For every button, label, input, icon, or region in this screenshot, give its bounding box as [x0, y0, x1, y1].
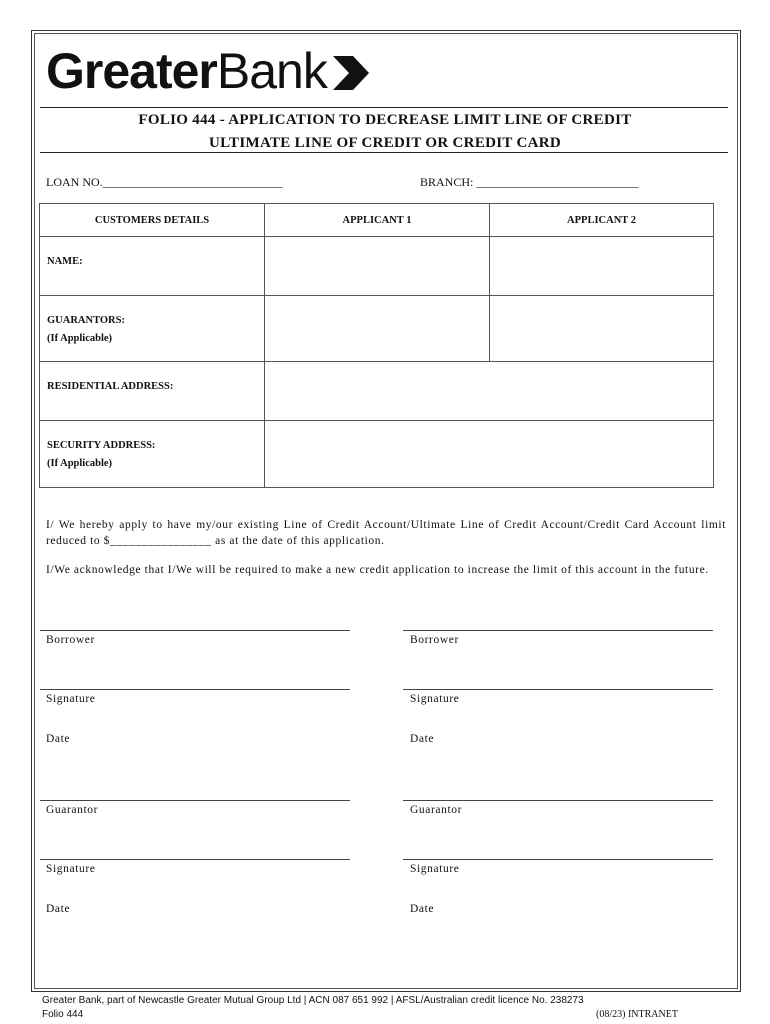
customer-details-table: [39, 203, 714, 488]
security-address-label: SECURITY ADDRESS:: [47, 440, 156, 451]
footer-company-line: Greater Bank, part of Newcastle Greater Mutual Group Ltd | ACN 087 651 992 | AFSL/Australian credit licence No. 238273: [42, 995, 584, 1006]
borrower-2-signature-label: Signature: [410, 693, 460, 705]
applicant2-guarantors-field[interactable]: [490, 296, 714, 362]
security-address-sub-label: (If Applicable): [47, 458, 113, 469]
application-statement: I/ We hereby apply to have my/our existing Line of Credit Account/Ultimate Line of Credit Account/Credit Card Account limit reduced to $________________ as at the date of this application.: [46, 519, 726, 547]
guarantor-1-signature-label: Signature: [46, 863, 96, 875]
borrower-1-signature-label: Signature: [46, 693, 96, 705]
row-label-guarantors: [40, 296, 265, 362]
applicant2-name-field[interactable]: [490, 237, 714, 296]
guarantor-1-date-label: Date: [46, 903, 71, 915]
footer-version: (08/23) INTRANET: [596, 1009, 678, 1020]
borrower-2-date-label: Date: [410, 733, 435, 745]
footer-folio: Folio 444: [42, 1009, 84, 1020]
guarantors-sub-label: (If Applicable): [47, 333, 113, 344]
guarantor-2-signature-label: Signature: [410, 863, 460, 875]
loan-no-field[interactable]: LOAN NO.______________________________: [46, 175, 283, 189]
borrower-1-date-label: Date: [46, 733, 71, 745]
logo-text-greater: Greater: [46, 43, 217, 99]
guarantor-2-date-label: Date: [410, 903, 435, 915]
row-label-name: [40, 237, 265, 296]
guarantor-2-label: Guarantor: [410, 804, 463, 816]
guarantors-label: GUARANTORS:: [47, 315, 125, 326]
applicant1-name-field[interactable]: [265, 237, 490, 296]
header-customers-details: CUSTOMERS DETAILS: [40, 204, 265, 237]
borrower-1-line[interactable]: [40, 630, 350, 631]
form-title-line2: ULTIMATE LINE OF CREDIT OR CREDIT CARD: [208, 135, 562, 151]
name-label: NAME:: [47, 256, 83, 267]
borrower-1-signature-line[interactable]: [40, 689, 350, 690]
guarantor-1-label: Guarantor: [46, 804, 99, 816]
logo-chevron-icon: [331, 54, 371, 92]
logo-text-bank: Bank: [216, 43, 327, 99]
row-label-residential-address: [40, 362, 265, 421]
guarantor-1-line[interactable]: [40, 800, 350, 801]
guarantor-1-signature-line[interactable]: [40, 859, 350, 860]
title-top-rule: [40, 107, 728, 108]
borrower-2-label: Borrower: [410, 634, 459, 646]
residential-address-field[interactable]: [265, 362, 714, 421]
row-label-security-address: [40, 421, 265, 488]
residential-address-label: RESIDENTIAL ADDRESS:: [47, 381, 174, 392]
acknowledgement-statement: I/We acknowledge that I/We will be required to make a new credit application to increase the limit of this account in the future.: [46, 564, 709, 576]
borrower-2-signature-line[interactable]: [403, 689, 713, 690]
applicant1-guarantors-field[interactable]: [265, 296, 490, 362]
header-applicant-1: APPLICANT 1: [265, 204, 490, 237]
greater-bank-logo: [46, 40, 371, 99]
borrower-1-label: Borrower: [46, 634, 95, 646]
header-applicant-2: APPLICANT 2: [490, 204, 714, 237]
branch-field[interactable]: BRANCH: ___________________________: [420, 175, 639, 189]
form-title-line1: FOLIO 444 - APPLICATION TO DECREASE LIMIT LINE OF CREDIT: [138, 112, 632, 128]
security-address-field[interactable]: [265, 421, 714, 488]
guarantor-2-line[interactable]: [403, 800, 713, 801]
guarantor-2-signature-line[interactable]: [403, 859, 713, 860]
title-bottom-rule: [40, 152, 728, 153]
borrower-2-line[interactable]: [403, 630, 713, 631]
